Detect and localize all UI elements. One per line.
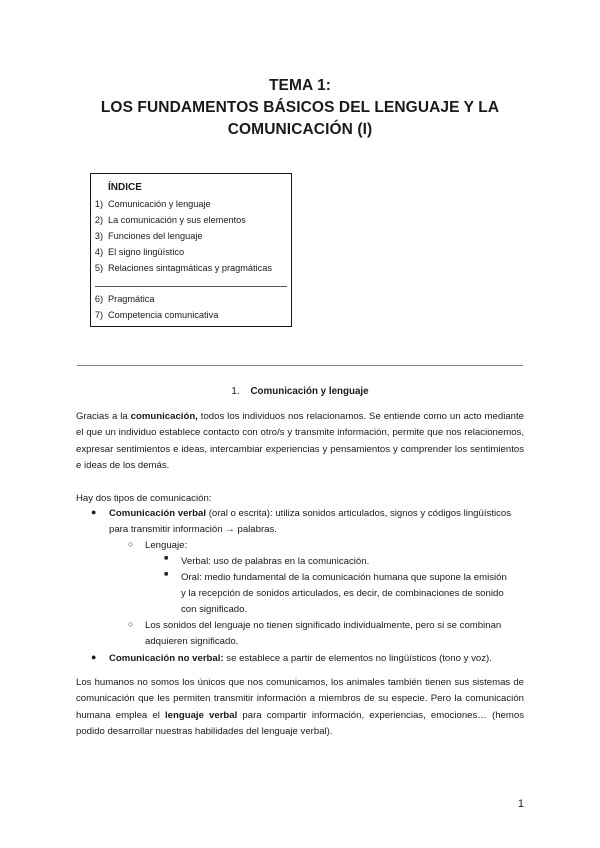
para-last-bold: lenguaje verbal (164, 709, 238, 721)
circle-bullet: ○ (128, 539, 134, 549)
index-item-text: La comunicación y sus elementos (108, 215, 246, 225)
title-line-1: TEMA 1: (268, 77, 332, 94)
index-box (90, 173, 292, 327)
bullet-dot: ● (91, 507, 97, 517)
page-number: 1 (517, 798, 524, 810)
language-heading: Lenguaje: (145, 540, 188, 551)
title-line-3: COMUNICACIÓN (I) (227, 121, 373, 138)
oral-line-3: con significado. (181, 604, 248, 615)
types-intro: Hay dos tipos de comunicación: (76, 493, 212, 504)
index-item-text: El signo lingüístico (108, 247, 185, 257)
nonverbal-bold: Comunicación no verbal: (109, 653, 224, 664)
para1-bold: comunicación, (130, 411, 198, 422)
para-last-post: para compartir información, experiencias, emociones… (hemos podido desarrollar nuestras habilidades del lenguaje verbal). (76, 709, 524, 738)
index-heading: ÍNDICE (108, 182, 142, 193)
verbal-line-2: para transmitir información → palabras. (109, 524, 277, 535)
bullet-dot: ● (91, 652, 97, 662)
index-item-number: 4) (94, 247, 103, 257)
index-item-number: 5) (94, 263, 103, 273)
index-item-number: 7) (94, 310, 103, 320)
section-number: 1. (231, 386, 240, 397)
sounds-line-1: Los sonidos del lenguaje no tienen significado individualmente, pero si se combinan (145, 620, 502, 631)
index-item-text: Competencia comunicativa (108, 310, 219, 320)
square-bullet: ■ (164, 555, 169, 562)
para1-text-post: todos los individuos nos relacionamos. Se entiende como un acto mediante el que un individuo establece contacto con otro/s y transmite información, permite que nos relacionemos, expresar sentimientos e ideas, intercambiar experiencias y pensamientos y comprender los sentimientos e ideas de los demás. (76, 411, 524, 472)
index-item-number: 1) (94, 199, 103, 209)
sounds-line-2: adquieren significado. (145, 636, 239, 647)
oral-line-1: Oral: medio fundamental de la comunicación humana que supone la emisión (181, 572, 507, 583)
index-item-text: Comunicación y lenguaje (108, 199, 211, 209)
index-item-number: 6) (94, 294, 103, 304)
index-item-text: Pragmática (108, 294, 155, 304)
section-heading (0, 386, 600, 397)
horizontal-rule (77, 365, 523, 366)
square-bullet: ■ (164, 571, 169, 578)
verbal-bold: Comunicación verbal (109, 508, 207, 519)
index-divider (95, 286, 287, 287)
para-last-pre: Los humanos no somos los únicos que nos comunicamos, los animales también tienen sus sistemas de comunicación que les permiten transmitir información a miembros de su especie. Pero la comunicación humana emplea el (76, 677, 524, 721)
nonverbal-rest: se establece a partir de elementos no lingüísticos (tono y voz). (223, 653, 492, 664)
nonverbal-line (109, 651, 492, 667)
paragraph-human-language (76, 675, 524, 741)
paragraph-communication (76, 409, 524, 475)
index-item-number: 2) (94, 215, 103, 225)
verbal-line-1 (109, 506, 511, 522)
title-line-2: LOS FUNDAMENTOS BÁSICOS DEL LENGUAJE Y LA (100, 99, 500, 116)
oral-line-2: y la recepción de sonidos articulados, es decir, de combinaciones de sonido (181, 588, 504, 599)
index-item-number: 3) (94, 231, 103, 241)
verbal-item: Verbal: uso de palabras en la comunicación. (181, 556, 370, 567)
verbal-rest: (oral o escrita): utiliza sonidos articulados, signos y códigos lingüísticos (206, 508, 512, 519)
section-title: Comunicación y lenguaje (250, 386, 369, 397)
index-item-text: Funciones del lenguaje (108, 231, 203, 241)
circle-bullet: ○ (128, 619, 134, 629)
index-item-text: Relaciones sintagmáticas y pragmáticas (108, 263, 272, 273)
para1-text-pre: Gracias a la (76, 411, 131, 422)
